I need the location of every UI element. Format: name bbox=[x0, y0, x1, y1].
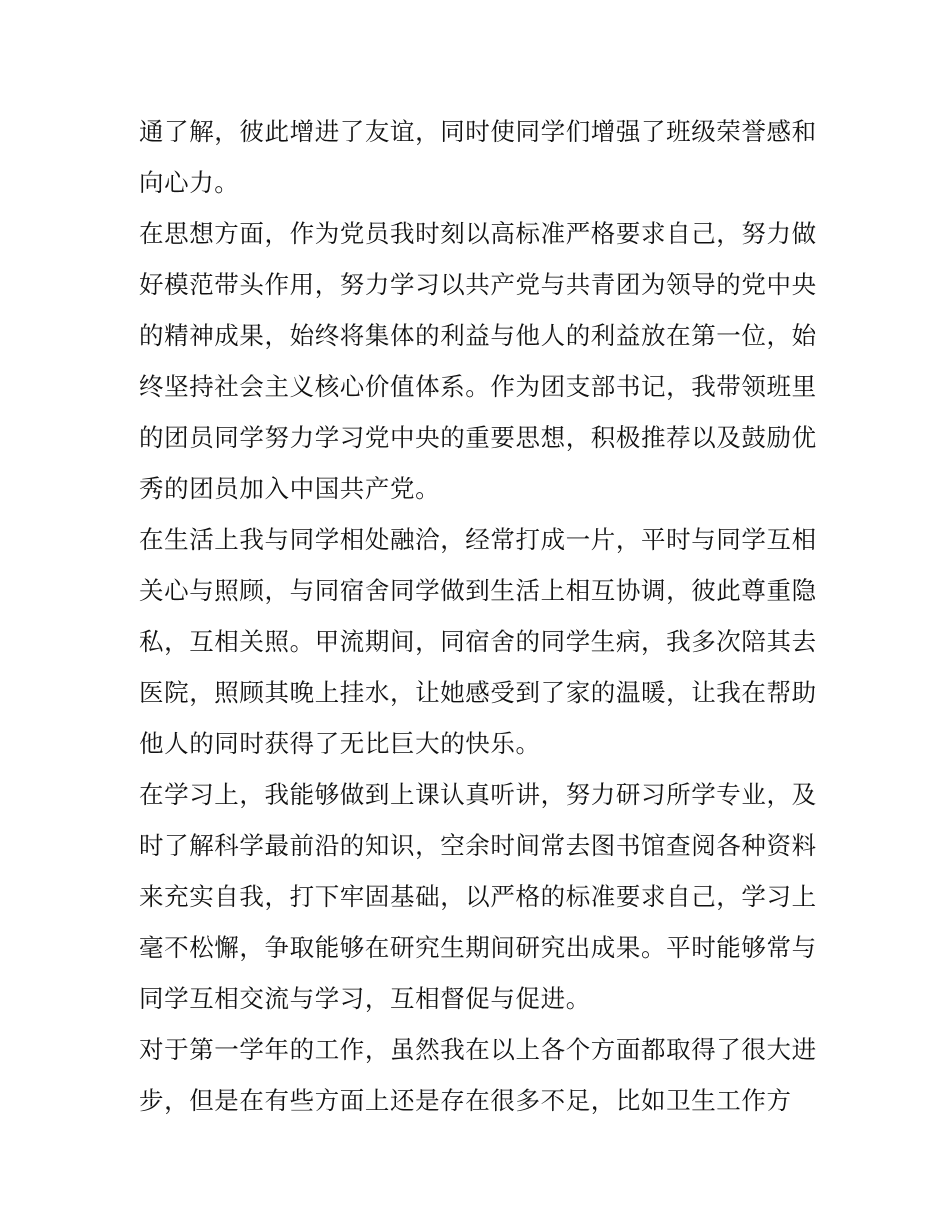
text-line: 关心与照顾，与同宿舍同学做到生活上相互协调，彼此尊重隐 bbox=[139, 576, 817, 605]
text-line: 同学互相交流与学习，互相督促与促进。 bbox=[139, 984, 591, 1013]
text-line: 步，但是在有些方面上还是存在很多不足，比如卫生工作方 bbox=[139, 1086, 792, 1115]
text-line: 毫不松懈，争取能够在研究生期间研究出成果。平时能够常与 bbox=[139, 933, 817, 962]
text-line: 向心力。 bbox=[139, 168, 240, 197]
text-line: 对于第一学年的工作，虽然我在以上各个方面都取得了很大进 bbox=[139, 1035, 817, 1064]
text-line: 通了解，彼此增进了友谊，同时使同学们增强了班级荣誉感和 bbox=[139, 117, 817, 146]
document-body bbox=[139, 106, 819, 1126]
text-line: 他人的同时获得了无比巨大的快乐。 bbox=[139, 729, 541, 758]
text-line: 在思想方面，作为党员我时刻以高标准严格要求自己，努力做 bbox=[139, 219, 817, 248]
text-line: 在生活上我与同学相处融洽，经常打成一片，平时与同学互相 bbox=[139, 525, 817, 554]
text-line: 秀的团员加入中国共产党。 bbox=[139, 474, 441, 503]
text-line: 的精神成果，始终将集体的利益与他人的利益放在第一位，始 bbox=[139, 321, 817, 350]
text-line: 医院，照顾其晚上挂水，让她感受到了家的温暖，让我在帮助 bbox=[139, 678, 817, 707]
text-line: 来充实自我，打下牢固基础，以严格的标准要求自己，学习上 bbox=[139, 882, 817, 911]
text-line: 私，互相关照。甲流期间，同宿舍的同学生病，我多次陪其去 bbox=[139, 627, 817, 656]
text-line: 时了解科学最前沿的知识，空余时间常去图书馆查阅各种资料 bbox=[139, 831, 817, 860]
text-line: 好模范带头作用，努力学习以共产党与共青团为领导的党中央 bbox=[139, 270, 817, 299]
text-line: 终坚持社会主义核心价值体系。作为团支部书记，我带领班里 bbox=[139, 372, 817, 401]
text-line: 的团员同学努力学习党中央的重要思想，积极推荐以及鼓励优 bbox=[139, 423, 817, 452]
text-line: 在学习上，我能够做到上课认真听讲，努力研习所学专业，及 bbox=[139, 780, 817, 809]
